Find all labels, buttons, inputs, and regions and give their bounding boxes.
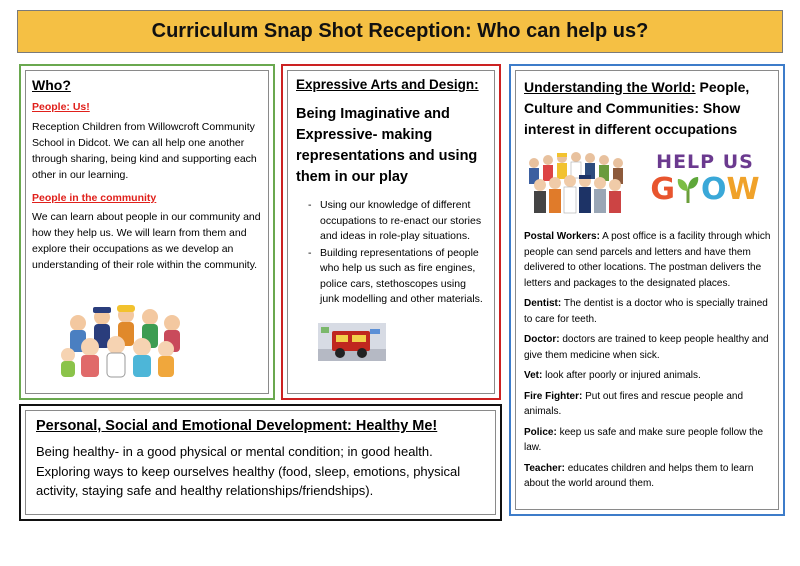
list-item (524, 389, 772, 420)
occupation-list (524, 229, 772, 497)
who-inner-panel (25, 70, 269, 394)
who-heading: Who? (32, 77, 71, 93)
expressive-heading: Expressive Arts and Design: (296, 77, 479, 92)
list-item (524, 229, 772, 291)
crowd-of-workers-illustration (524, 151, 632, 217)
list-item: - Building representations of people who help us such as fire engines, police cars, stethoscopes using junk modelling and other materials. (308, 246, 488, 308)
list-item: - Using our knowledge of different occupations to re-enact our stories and ideas in role-play situations. (308, 198, 488, 245)
page-title: Curriculum Snap Shot Reception: Who can help us? (17, 10, 783, 53)
expressive-inner-panel (287, 70, 495, 394)
occupation-text: doctors are trained to keep people healthy and give them medicine when sick. (524, 334, 769, 361)
occupation-label: Teacher: (524, 462, 565, 474)
occupation-text: Put out fires and rescue people and animals. (524, 390, 744, 417)
pse-section (19, 404, 502, 521)
occupation-label: Fire Fighter: (524, 390, 583, 402)
occupation-text: look after poorly or injured animals. (542, 370, 701, 381)
occupation-text: The dentist is a doctor who is specially trained to care for teeth. (524, 298, 768, 325)
occupation-label: Vet: (524, 370, 543, 381)
community-helpers-illustration (60, 303, 190, 379)
pse-text: Being healthy- in a good physical or mental condition; in good health. Exploring ways to keep ourselves healthy (food, sleep, emotions, physical activity, staying safe and healthy relationships/friendships). (36, 444, 461, 498)
sprout-icon (675, 175, 701, 205)
help-us-text: HELP US (656, 151, 754, 173)
understanding-heading-rest: People, Culture and Communities: Show interest in different occupations (524, 79, 750, 137)
grow-letter: W (726, 172, 760, 207)
understanding-world-section (509, 64, 785, 516)
expressive-arts-section (281, 64, 501, 400)
expressive-bullet-list (296, 198, 488, 308)
community-heading: People in the community (32, 192, 157, 204)
occupation-label: Police: (524, 426, 557, 438)
list-item (524, 461, 772, 492)
grow-letter: G (650, 172, 675, 207)
occupation-label: Postal Workers: (524, 231, 600, 242)
occupation-label: Dentist: (524, 298, 562, 309)
expressive-subheading: Being Imaginative and Expressive- making representations and using them in our play (296, 106, 478, 185)
who-section (19, 64, 275, 400)
grow-text (647, 173, 763, 207)
list-item (524, 332, 772, 363)
people-us-heading: People: Us! (32, 101, 90, 113)
understanding-heading (524, 77, 770, 140)
occupation-label: Doctor: (524, 334, 560, 345)
occupation-text: educates children and helps them to learn about the world around them. (524, 462, 754, 489)
understanding-inner-panel (515, 70, 779, 510)
pse-inner-panel (25, 410, 496, 515)
list-item (524, 296, 772, 327)
understanding-heading-underlined: Understanding the World: (524, 79, 696, 95)
community-text: We can learn about people in our community and how they help us. We will learn from them and explore their occupations as we develop an understanding of their role within the community. (32, 211, 261, 271)
occupation-text: keep us safe and make sure people follow the law. (524, 426, 764, 453)
grow-letter: O (701, 172, 727, 207)
pse-heading: Personal, Social and Emotional Development: Healthy Me! (36, 418, 438, 434)
people-us-text: Reception Children from Willowcroft Community School in Didcot. We can all help one another through sharing, being kind and supporting each other in our learning. (32, 121, 257, 181)
help-us-grow-logo (647, 151, 763, 219)
fire-engine-photo (318, 323, 386, 361)
list-item (524, 425, 772, 456)
list-item (524, 368, 772, 384)
occupation-text: A post office is a facility through which people can send parcels and letters and have them delivered to other locations. The postman delivers the letters and packages to the designated places. (524, 231, 771, 289)
